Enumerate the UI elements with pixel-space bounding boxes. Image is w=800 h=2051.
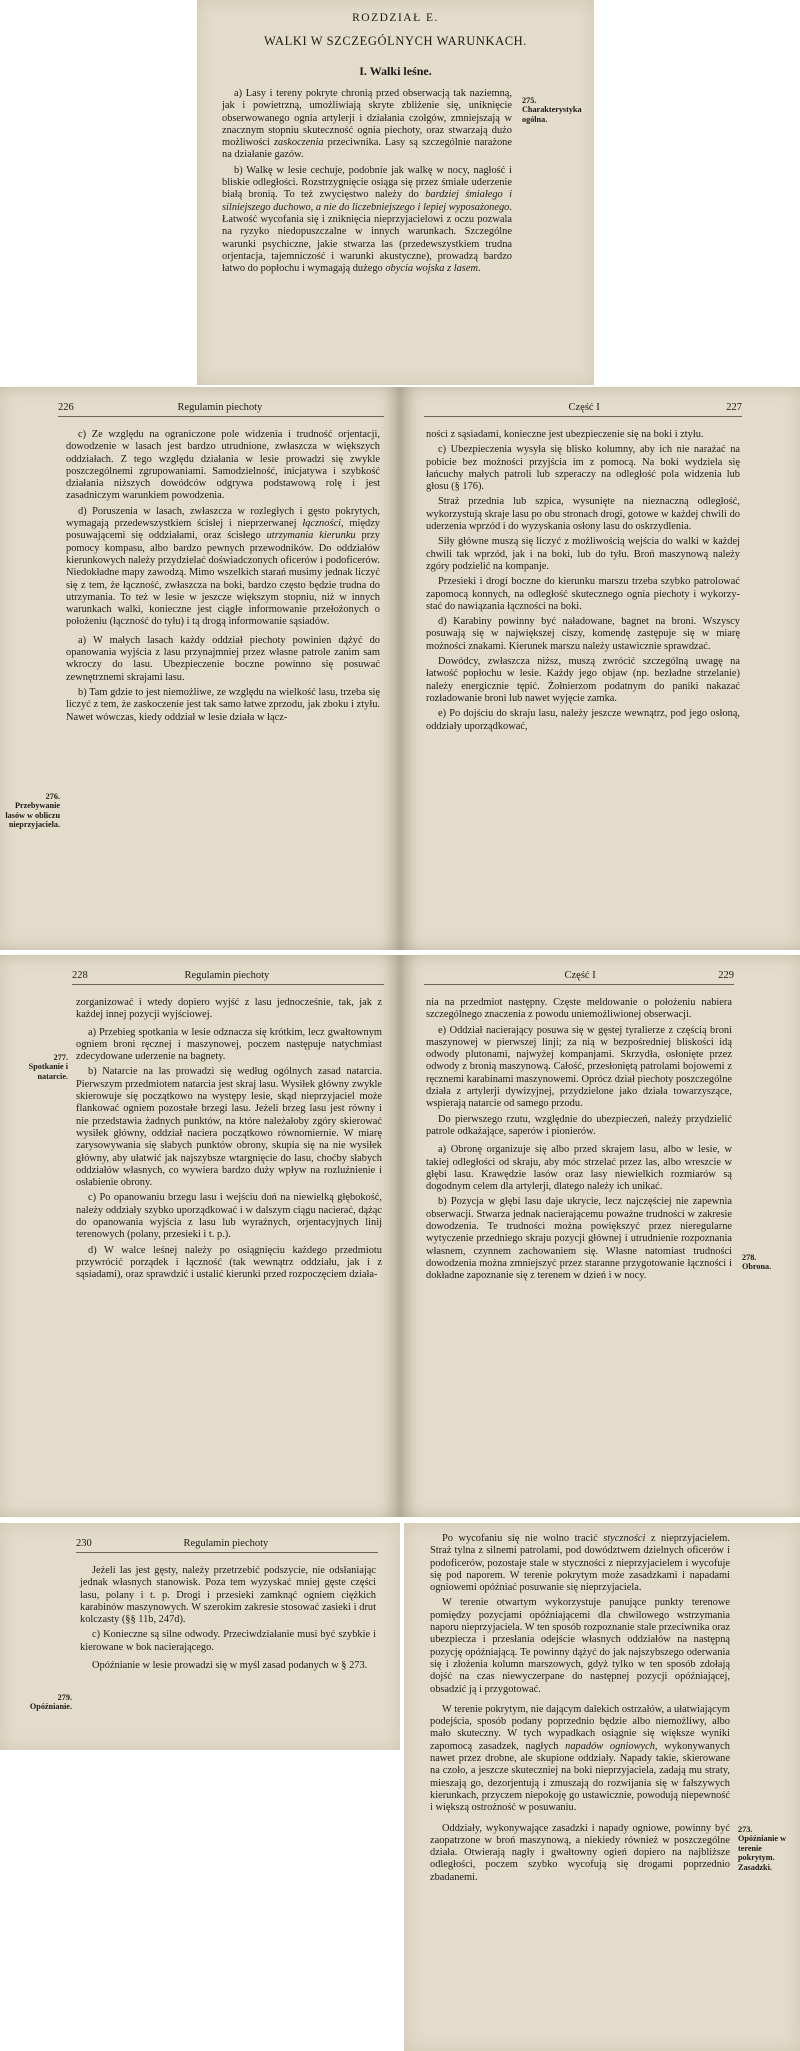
paragraph: Opóźnianie w lesie prowadzi się w myśl zasad podanych w § 273. xyxy=(92,1660,368,1672)
margin-note-275: 275. Charakterystyka ogólna. xyxy=(522,96,582,124)
chapter-title: WALKI W SZCZEGÓLNYCH WARUNKACH. xyxy=(263,34,528,48)
page-number: 227 xyxy=(726,402,742,413)
paragraph: zorganizować i wtedy dopiero wyjść z lasu jednocześnie, tak, jak z każdej innej pozycji wyjściowej. xyxy=(76,997,382,1021)
page-229-body xyxy=(426,997,732,1286)
paragraph: Po wycofaniu się nie wolno tracić styczności z nieprzyjacielem. Straż tylna z silnemi patrolami, pod dowództwem dzielnych oficerów i podoficerów, pozostaje stale w styczności z nieprzyjacielem i wycofuje się pod naporem. W terenie pokrytym może zasadzkami i napadami ogniowemi opóźniać posuwanie się nieprzyjaciela. xyxy=(430,1533,730,1594)
paragraph: b) Walkę w lesie cechuje, podobnie jak walkę w nocy, nagłość i bliskie odległości. Rozstrzygnięcie osiąga się przez śmiałe uderzenie białą bronią. To też zwycięstwo należy do bardziej śmiałego i silniejszego duchowo, a nie do liczebniejszego i lepiej wyposażonego. Łatwość wycofania się i zniknięcia nieprzyjacielowi z oczu pozwala na ryzyko niedopuszczalne w innych warunkach. Szczególne warunki psychiczne, jakie stwarza las (przedewszystkiem trudna orjentacja, tajemniczość i warunki akustyczne), prowadzą bardzo łatwo do popłochu i wymagają dużego obycia wojska z lasem. xyxy=(222,164,512,275)
paragraph: Dowódcy, zwłaszcza niższ, muszą zwrócić szczególną uwagę na łatwość popłochu w lesie. Każdy jego objaw (np. bezładne strzelanie) należy energicznie tępić. Żołnierzom podatnym do paniki nakazać rozładowanie broni lub nawet wyjęcie zamka. xyxy=(426,656,740,704)
paragraph: a) Obronę organizuje się albo przed skrajem lasu, albo w lesie, w takiej odległości od skraju, aby móc strzelać przez las, albo wreszcie w głębi lasu. Krawędzie lasów oraz lasy niewielkich rozmiarów są dogodnym celem dla artylerji, dlatego należy ich unikać. xyxy=(426,1144,732,1193)
page-229 xyxy=(400,955,800,1517)
page-delay-body xyxy=(430,1533,730,1887)
page-227-body xyxy=(426,429,740,736)
page-228 xyxy=(0,955,400,1517)
margin-note-273: 273. Opóźnianie w terenie pokrytym. Zasadzki. xyxy=(738,1825,786,1872)
paragraph: c) Konieczne są silne odwody. Przeciwdziałanie musi być szybkie i kierowane w bok nacierającego. xyxy=(80,1629,376,1653)
margin-note-278: 278. Obrona. xyxy=(742,1253,772,1272)
paragraph: Siły główne muszą się liczyć z możliwością wejścia do walki w każdej chwili tak wprzód, jak i na boki, lub do tyłu. Broń maszynową należy zgóry podzielić na kompanje. xyxy=(426,536,740,572)
margin-note-277: 277. Spotkanie i natarcie. xyxy=(28,1053,68,1081)
paragraph: Jeżeli las jest gęsty, należy przetrzebić podszycie, nie odsłaniając jednak własnych stanowisk. Poza tem wyzyskać mniej gęste części lasu, polany i t. p. Drogi i przesieki zamknąć ogniem ciężkich karabinów maszynowych. W szerokim zakresie stosować zasieki i drut kolczasty (§§ 11b, 247d). xyxy=(80,1565,376,1626)
paragraph: W terenie pokrytym, nie dającym dalekich ostrzałów, a ułatwiającym podejścia, sposób podany poprzednio będzie albo niemożliwy, albo mało skuteczny. W tych wypadkach osiągnie się większe wyniki zapomocą zasadzek, nagłych napadów ogniowych, wykonywanych nawet przez drobne, ale skupione oddziały. Napady takie, skierowane na czoło, a jeszcze skuteczniej na boki nieprzyjaciela, zadają mu straty, mieszają go, dezorjentują i zmuszają do rozwijania się w fałszywych kierunkach, przyczem niepokoję go ustawicznie, powodują niepewność i większą ostrożność w posuwaniu. xyxy=(430,1703,730,1814)
running-header xyxy=(424,402,742,417)
paragraph: d) Poruszenia w lasach, zwłaszcza w rozległych i gęsto pokrytych, wymagają przedewszystkiem ścisłej i nieprzerwanej łączności, między posuwającemi się oddziałami, oraz ścisłego utrzymania kierunku przy pomocy kompasu, albo bardzo pewnych przewodników. Do oddziałów kierunkowych należy przydzielać doświadczonych oficerów i podoficerów. Niedokładne mapy zawodzą. Mimo wszelkich starań musimy jednak liczyć się z tem, że łączność, zwłaszcza na boki, bardzo często będzie trudna do utrzymania. To też w lesie w jeszcze większym stopniu, niż w innych warunkach walki, konieczne jest ciągłe informowanie przełożonych o położeniu (łączność do tyłu) i tą drogą informowanie sąsiadów. xyxy=(66,505,380,628)
paragraph: nia na przedmiot następny. Częste meldowanie o położeniu nabiera szczególnego znaczenia z powodu uniemożliwionej obserwacji. xyxy=(426,997,732,1021)
paragraph: e) Po dojściu do skraju lasu, należy jeszcze wewnątrz, pod jego osłoną, oddziały uporządkować, xyxy=(426,708,740,732)
paragraph: d) Karabiny powinny być naładowane, bagnet na broni. Wszyscy posuwają się w największej ciszy, komendę zastępuje się w miarę możności znakami. Kierunek marszu należy ustawicznie sprawdzać. xyxy=(426,616,740,652)
page-number: 229 xyxy=(718,970,734,981)
chapter-label: ROZDZIAŁ E. xyxy=(352,12,439,24)
running-header xyxy=(58,402,384,417)
paragraph: a) W małych lasach każdy oddział piechoty powinien dążyć do opanowania wyjścia z lasu przynajmniej przez własne patrole zanim sam wkroczy do lasu. Ubezpieczenie boczne powinno się posuwać zewnętrznemi skrajami lasu. xyxy=(66,634,380,683)
page-230-body xyxy=(80,1565,376,1675)
paragraph: Straż przednia lub szpica, wysunięte na nieznaczną odległość, wykorzystują skraje lasu po obu stronach drogi, gotowe w każdej chwili do uderzenia wprzód i do wyzyskania osłony lasu do oskrzydlenia. xyxy=(426,496,740,533)
paragraph: a) Przebieg spotkania w lesie odznacza się krótkim, lecz gwałtownym ogniem broni ręcznej i maszynowej, poczem następuje natychmiast zdecydowane uderzenie na bagnety. xyxy=(76,1026,382,1063)
header-title: Część I xyxy=(568,402,600,413)
page-1-body xyxy=(222,88,512,278)
paragraph: d) W walce leśnej należy po osiągnięciu każdego przedmiotu przywrócić porządek i łączność (tak wewnątrz oddziału, jak i z sąsiadami), oraz sprawdzić i ustalić kierunki przed rozpoczęciem działa- xyxy=(76,1244,382,1281)
page-1 xyxy=(197,0,594,385)
paragraph: b) Tam gdzie to jest niemożliwe, ze względu na wielkość lasu, trzeba się liczyć z tem, że zaskoczenie jest tak samo łatwe zprzodu, jak zboku i ztyłu. Nawet wówczas, kiedy oddział w lesie działa w łącz- xyxy=(66,686,380,723)
header-title: Regulamin piechoty xyxy=(177,402,263,413)
paragraph: Oddziały, wykonywające zasadzki i napady ogniowe, powinny być zaopatrzone w broń maszynową, a niekiedy również w poszczególne działa. Otwierają nagły i gwałtowny ogień dopiero na najbliższe odległości, poczem szybko wycofują się drogami poprzednio zbadanemi. xyxy=(430,1822,730,1883)
paragraph: b) Natarcie na las prowadzi się według ogólnych zasad natarcia. Pierwszym przedmiotem natarcia jest skraj lasu. Wysiłek główny zwykle skierowuje się początkowo na występy lesie, skąd nieprzyjaciel może flankować ogniem pozostałe brzegi lasu. Jeżeli brzeg lasu jest równy i nie przedstawia żadnych punktów, na które należałoby zgóry skierować wysiłek główny, oddział naciera początkowo równomiernie. W miarę zarysowywania się słabych punktów obrony, skupia się na nie wysiłek główny, aby ułatwić jak najszybsze wtargnięcie do lasu, choćby słabych oddziałów własnych, co wywiera bardzo duży wpływ na rozluźnienie i osłabienie obrony. xyxy=(76,1066,382,1189)
margin-note-276: 276. Przebywanie lasów w obliczu nieprzyjaciela. xyxy=(5,792,60,830)
page-230 xyxy=(0,1523,400,1750)
paragraph: b) Pozycja w głębi lasu daje ukrycie, lecz najczęściej nie zapewnia obserwacji. Stwarza jednak nacierającemu poważne trudności w zakresie dowodzenia. Te trudności można powiększyć przez nieregularne wytyczenie przedniego skraju pozycji głównej i utrudnienie rozpoznania własnem, czynnem zachowaniem się. Własne natomiast trudności dowodzenia można zmniejszyć przez staranne przygotowanie łączności i dokładne zapoznanie się z terenem w dzień i w nocy. xyxy=(426,1196,732,1282)
page-number: 228 xyxy=(72,970,88,981)
page-226 xyxy=(0,387,400,950)
paragraph: c) Ze względu na ograniczone pole widzenia i trudność orjentacji, dowodzenie w lasach jest bardzo utrudnione, zwłaszcza w większych oddziałach. Z tego względu działania w lesie prowadzi się zwykle poszczególnemi zgrupowaniami. Samodzielność, inicjatywa i szybkość działania niższych dowódców odgrywa podstawową rolę i jest zasadniczym warunkiem powodzenia. xyxy=(66,429,380,502)
paragraph: a) Lasy i tereny pokryte chronią przed obserwacją tak naziemną, jak i powietrzną, umożliwiają skryte zbliżenie się, uniknięcie obserwowanego ognia artylerji i działania czołgów, zmniejszają w znacznym stopniu skuteczność ognia piechoty, oraz stwarzają dużo możliwości zaskoczenia przeciwnika. Lasy są szczególnie narażone na działanie gazów. xyxy=(222,88,512,161)
running-header xyxy=(424,970,734,985)
paragraph: Przesieki i drogi boczne do kierunku marszu trzeba szybko patrolować zapomocą konnych, na odległość skutecznego ognia piechoty i wykorzystać do nawiązania łączności na boki. xyxy=(426,576,740,612)
header-title: Regulamin piechoty xyxy=(184,970,270,981)
header-title: Regulamin piechoty xyxy=(183,1538,269,1549)
page-227 xyxy=(400,387,800,950)
page-228-body xyxy=(76,997,382,1285)
page-number: 226 xyxy=(58,402,74,413)
page-226-body xyxy=(66,429,380,727)
paragraph: Do pierwszego rzutu, względnie do ubezpieczeń, należy przydzielić patrole odkażające, saperów i pionierów. xyxy=(426,1113,732,1137)
section-title: I. Walki leśne. xyxy=(359,64,432,78)
margin-note-279: 279. Opóźnianie. xyxy=(29,1693,72,1712)
header-title: Część I xyxy=(564,970,596,981)
paragraph: c) Ubezpieczenia wysyła się blisko kolumny, aby ich nie narażać na pobicie bez możności przyjścia im z pomocą. Na boki wydziela się łańcuchy małych patroli lub szperaczy na odległość pola widzenia lub głosu (§ 176). xyxy=(426,444,740,493)
running-header xyxy=(76,1538,378,1553)
running-header xyxy=(72,970,384,985)
paragraph: W terenie otwartym wykorzystuje panujące punkty terenowe pomiędzy pozycjami opóźniającemi dla chwilowego wstrzymania naporu nieprzyjaciela. W ten sposób rozpoznanie stale przeciwnika oraz ubezpiecza i przesłania odejście własnych oddziałów na następną pozycję opóźniającą. Te powinny dążyć do jak najszybszego oderwania się i złożenia kolumn marszowych, gdyż tylko w ten sposób zdołają dojść na czas niewyczerpane do następnej pozycji opóźniającej, obsadzić ją i przygotować. xyxy=(430,1597,730,1695)
page-number: 230 xyxy=(76,1538,92,1549)
paragraph: ności z sąsiadami, konieczne jest ubezpieczenie się na boki i ztyłu. xyxy=(426,429,704,440)
paragraph: e) Oddział nacierający posuwa się w gęstej tyralierze z częścią broni maszynowej w pierwszej linji; za nią w bezpośredniej bliskości idą odwody plutonami, najwyżej kompanjami. Skrzydła, osłonięte przez odwody z bronią maszynową. Całość, przesłoniętą patrolami bojowemi z ręcznemi karabinami maszynowemi. Oprócz dział piechoty poszczególne działa z artylerji dywizyjnej, przydzielone jako działa towarzyszące, wspierają natarcie od samego przodu. xyxy=(426,1024,732,1110)
paragraph: c) Po opanowaniu brzegu lasu i wejściu doń na niewielką głębokość, należy oddziały szybko uporządkować i w dalszym ciągu nacierać, dążąc do opanowania wyjścia z lasu lub wyraźnych, orjentacyjnych linij terenowych (polany, przesieki i t. p.). xyxy=(76,1192,382,1241)
page-delay-continued xyxy=(404,1523,800,2051)
